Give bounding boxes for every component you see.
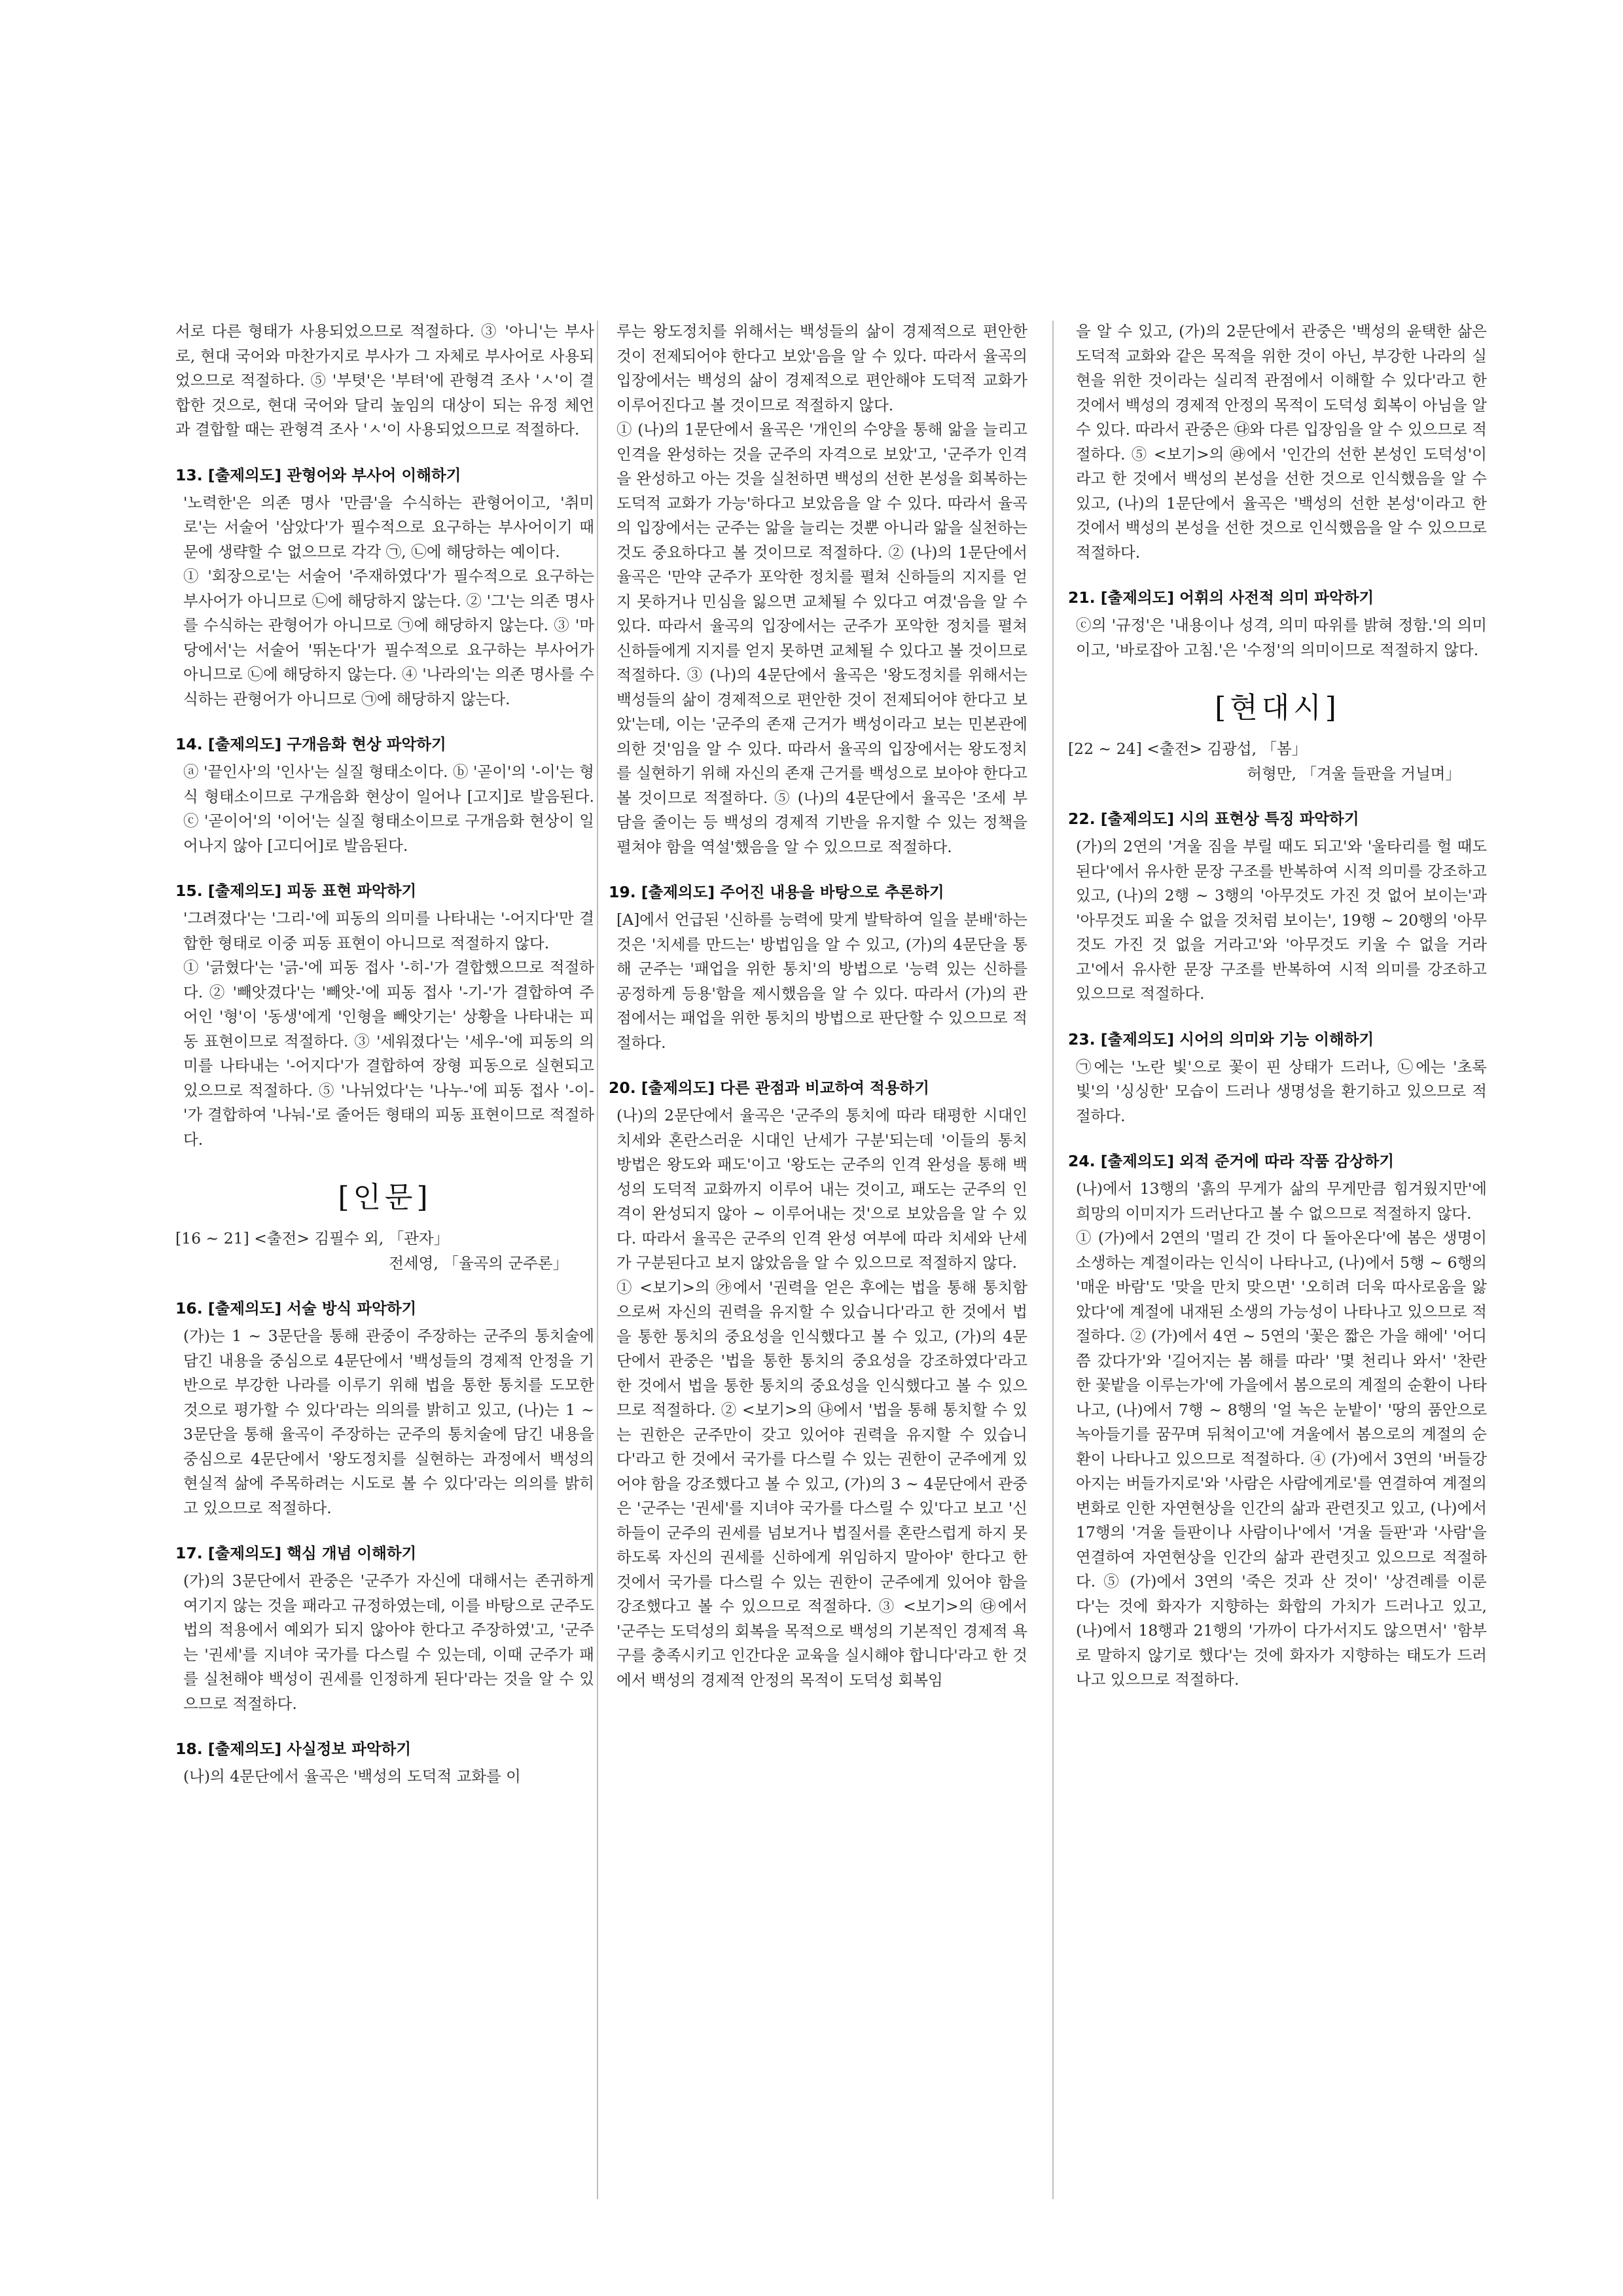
column-divider (597, 321, 598, 2199)
answer-19 (609, 908, 1027, 1055)
paragraph: (나)에서 13행의 '흙의 무게가 삶의 무게만큼 힘겨웠지만'에 희망의 이미지가 드러난다고 볼 수 없으므로 적절하지 않다. (1076, 1179, 1487, 1223)
column-divider (1052, 321, 1054, 2199)
paragraph: ① (가)에서 2연의 '멀리 간 것이 다 돌아온다'에 봄은 생명이 소생하는 계절이라는 인식이 나타나고, (나)에서 5행 ~ 6행의 '매운 바람'도 '맞을 만치 맞으면' '오히려 더욱 따사로움을 앓았다'에 계절에 내재된 소생의 가능성이 나타나고 있으므로 적절하다. ② (가)에서 4연 ~ 5연의 '꽃은 짧은 가을 해에' '어디쯤 갔다가'와 '길어지는 봄 해를 따라' '몇 천리나 와서' '찬란한 꽃밭을 이루는가'에 가을에서 봄으로의 계절의 순환이 나타나고, (나)에서 7행 ~ 8행의 '얼 녹은 눈밭이' '땅의 품안으로 녹아들기를 꿈꾸며 뒤척이고'에 겨울에서 봄으로의 계절의 순환이 나타나고 있으므로 적절하다. ④ (가)에서 3연의 '버들강아지는 버들가지로'와 '사람은 사람에게로'를 연결하여 계절의 변화로 인한 자연현상을 인간의 삶과 관련짓고 있고, (나)에서 17행의 '겨울 들판이나 사람이나'에서 '겨울 들판'과 '사람'을 연결하여 자연현상을 인간의 삶과 관련짓고 있으므로 적절하다. ⑤ (가)에서 3연의 '죽은 것과 산 것이' '상견례를 이룬다'는 것에 화자가 지향하는 화합의 가치가 드러나고 있고, (나)에서 18행과 21행의 '가까이 다가서지도 않으면서' '함부로 말하지 않기로 했다'는 것에 화자가 지향하는 태도가 드러나고 있으므로 적절하다. (1076, 1229, 1487, 1689)
question-heading-24: 24. [출제의도] 외적 준거에 따라 작품 감상하기 (1068, 1152, 1395, 1170)
paragraph: (가)의 3문단에서 관중은 '군주가 자신에 대해서는 존귀하게 여기지 않는 것을 패라고 규정하였는데, 이를 바탕으로 군주도 법의 적용에서 예외가 되지 않아야 한다고 주장하였'고, '군주는 '권세'를 지녀야 국가를 다스릴 수 있는데, 이때 군주가 패를 실천해야 백성이 권세를 인정하게 된다'라는 것을 알 수 있으므로 적절하다. (183, 1571, 594, 1713)
answer-23 (1068, 1055, 1487, 1129)
paragraph: (가)의 2연의 '겨울 짐을 부릴 때도 되고'와 '울타리를 헐 때도 된다'에서 유사한 문장 구조를 반복하여 시적 의미를 강조하고 있고, (나)의 2행 ~ 3행의 '아무것도 가진 것 없어 보이는'과 '아무것도 피울 수 없을 것처럼 보이는', 19행 ~ 20행의 '아무것도 가진 것 없을 거라고'와 '아무것도 키울 수 없을 거라고'에서 유사한 문장 구조를 반복하여 시적 의미를 강조하고 있으므로 적절하다. (1076, 837, 1487, 1003)
paragraph: 서로 다른 형태가 사용되었으므로 적절하다. ③ '아니'는 부사로, 현대 국어와 마찬가지로 부사가 그 자체로 부사어로 사용되었으므로 적절하다. ⑤ '부텻'은 '부텨'에 관형격 조사 'ㅅ'이 결합한 것으로, 현대 국어와 달리 높임의 대상이 되는 유정 체언과 결합할 때는 관형격 조사 'ㅅ'이 사용되었으므로 적절하다. (175, 322, 594, 439)
paragraph: (나)의 4문단에서 율곡은 '백성의 도덕적 교화를 이 (183, 1767, 521, 1785)
answer-20-continuation (1068, 319, 1487, 565)
column-middle (609, 319, 1027, 1693)
paragraph: [A]에서 언급된 '신하를 능력에 맞게 발탁하여 일을 분배'하는 것은 '치세를 만드는' 방법임을 알 수 있고, (가)의 4문단을 통해 군주는 '패업을 위한 통치'의 방법으로 '능력 있는 신하를 공정하게 등용'함을 제시했음을 알 수 있다. 따라서 (가)의 관점에서는 패업을 위한 통치의 방법으로 판단할 수 있으므로 적절하다. (616, 910, 1027, 1052)
question-heading-23: 23. [출제의도] 시어의 의미와 기능 이해하기 (1068, 1030, 1374, 1049)
question-heading-13: 13. [출제의도] 관형어와 부사어 이해하기 (175, 465, 461, 484)
paragraph: ㉠에는 '노란 빛'으로 꽃이 핀 상태가 드러나, ㉡에는 '초록빛'의 '싱싱한' 모습이 드러나 생명성을 환기하고 있으므로 적절하다. (1076, 1057, 1487, 1125)
question-heading-22: 22. [출제의도] 시의 표현상 특징 파악하기 (1068, 810, 1359, 828)
paragraph: (나)의 2문단에서 율곡은 '군주의 통치에 따라 태평한 시대인 치세와 혼란스러운 시대인 난세가 구분'되는데 '이들의 통치 방법은 왕도와 패도'이고 '왕도는 군주의 인격 완성을 통해 백성의 도덕적 교화까지 이루어 내는 것이고, 패도는 군주의 인격이 완성되지 않아 ~ 이루어내는 것'으로 보았음을 알 수 있다. 따라서 율곡은 군주의 인격 완성 여부에 따라 치세와 난세가 구분된다고 보지 않았음을 알 수 있으므로 적절하지 않다. (616, 1106, 1027, 1272)
answer-continuation (175, 319, 594, 442)
answer-16 (175, 1324, 594, 1520)
answer-14 (175, 760, 594, 858)
question-heading-20: 20. [출제의도] 다른 관점과 비교하여 적용하기 (609, 1079, 929, 1097)
paragraph: ① <보기>의 ㉮에서 '권력을 얻은 후에는 법을 통해 통치함으로써 자신의 권력을 유지할 수 있습니다'라고 한 것에서 법을 통한 통치의 중요성을 인식했다고 볼 수 있고, (가)의 4문단에서 관중은 '법을 통한 통치의 중요성을 강조하였다'라고 한 것에서 법을 통한 통치의 중요성을 인식했다고 볼 수 있으므로 적절하다. ② <보기>의 ㉯에서 '법을 통해 통치할 수 있는 권한은 군주만이 갖고 있어야 권력을 유지할 수 있습니다'라고 한 것에서 국가를 다스릴 수 있는 권한이 군주에게 있어야 함을 강조했다고 볼 수 있고, (가)의 3 ~ 4문단에서 관중은 '군주는 '권세'를 지녀야 국가를 다스릴 수 있'다고 보고 '신하들이 군주의 권세를 넘보거나 법질서를 혼란스럽게 하지 못하도록 자신의 권세를 신하에게 위임하지 말아야' 한다고 한 것에서 국가를 다스릴 수 있는 권한이 군주에게 있어야 함을 강조했다고 볼 수 있으므로 적절하다. ③ <보기>의 ㉰에서 '군주는 도덕성의 회복을 목적으로 백성의 기본적인 경제적 욕구를 충족시키고 인간다운 교육을 실시해야 합니다'라고 한 것에서 백성의 경제적 안정의 목적이 도덕성 회복임 (616, 1278, 1027, 1689)
section-title-humanities: [인문] (338, 1181, 432, 1214)
question-heading-16: 16. [출제의도] 서술 방식 파악하기 (175, 1299, 417, 1318)
source-line: [22 ~ 24] <출전> 김광섭, 「봄」 (1068, 740, 1308, 758)
paragraph: ① '긁혔다'는 '긁-'에 피동 접사 '-히-'가 결합했으므로 적절하다. ② '빼앗겼다'는 '빼앗-'에 피동 접사 '-기-'가 결합하여 주어인 '형'이 '동생'에게 '인형을 빼앗기는' 상황을 나타내는 피동 표현이므로 적절하다. ③ '세워졌다'는 '세우-'에 피동의 의미를 나타내는 '-어지다'가 결합하여 장형 피동으로 실현되고 있으므로 적절하다. ⑤ '나뉘었다'는 '나누-'에 피동 접사 '-이-'가 결합하여 '나눠-'로 줄어든 형태의 피동 표현이므로 적절하다. (183, 958, 594, 1149)
section-title-modern-poetry: [현대시] (1215, 691, 1340, 725)
paragraph: (가)는 1 ~ 3문단을 통해 관중이 주장하는 군주의 통치술에 담긴 내용을 중심으로 4문단에서 '백성들의 경제적 안정을 기반으로 부강한 나라를 이루기 위해 법을 통한 통치를 도모한 것으로 평가할 수 있다'라는 의의를 밝히고 있고, (나)는 1 ~ 3문단을 통해 율곡이 주장하는 군주의 통치술에 담긴 내용을 중심으로 4문단에서 '왕도정치를 실현하는 과정에서 백성의 현실적 삶에 주목하려는 시도로 볼 수 있다'라는 의의를 밝히고 있으므로 적절하다. (183, 1327, 594, 1517)
answer-18-continuation (609, 319, 1027, 859)
answer-15 (175, 906, 594, 1152)
question-heading-18: 18. [출제의도] 사실정보 파악하기 (175, 1740, 412, 1758)
paragraph: ① '회장으로'는 서술어 '주재하였다'가 필수적으로 요구하는 부사어가 아니므로 ㉡에 해당하지 않는다. ② '그'는 의존 명사를 수식하는 관형어가 아니므로 ㉠에 해당하지 않는다. ③ '마당에서'는 서술어 '뛰논다'가 필수적으로 요구하는 부사어가 아니므로 ㉡에 해당하지 않는다. ④ '나라의'는 의존 명사를 수식하는 관형어가 아니므로 ㉠에 해당하지 않는다. (183, 567, 594, 708)
answer-13 (175, 491, 594, 712)
answer-24 (1068, 1177, 1487, 1693)
source-line: 허형만, 「겨울 들판을 거닐며」 (1247, 764, 1461, 783)
column-right (1068, 319, 1487, 1693)
paragraph: 을 알 수 있고, (가)의 2문단에서 관중은 '백성의 윤택한 삶은 도덕적 교화와 같은 목적을 위한 것이 아닌, 부강한 나라의 실현을 위한 것이라는 실리적 관점에서 이해할 수 있다'라고 한 것에서 백성의 경제적 안정의 목적이 도덕성 회복이 아님을 알 수 있다. 따라서 관중은 ㉰와 다른 입장임을 알 수 있으므로 적절하다. ⑤ <보기>의 ㉱에서 '인간의 선한 본성인 도덕성'이라고 한 것에서 백성의 본성을 선한 것으로 인식했음을 알 수 있고, (나)의 1문단에서 율곡은 '백성의 선한 본성'이라고 한 것에서 백성의 본성을 선한 것으로 인식했음을 알 수 있으므로 적절하다. (1076, 322, 1487, 562)
answer-17 (175, 1569, 594, 1716)
paragraph: 루는 왕도정치를 위해서는 백성들의 삶이 경제적으로 편안한 것이 전제되어야 한다고 보았'음을 알 수 있다. 따라서 율곡의 입장에서는 백성의 삶이 경제적으로 편안해야 도덕적 교화가 이루어진다고 볼 것이므로 적절하지 않다. (616, 322, 1027, 414)
question-heading-21: 21. [출제의도] 어휘의 사전적 의미 파악하기 (1068, 588, 1374, 607)
column-left (175, 319, 594, 1789)
question-heading-14: 14. [출제의도] 구개음화 현상 파악하기 (175, 735, 446, 753)
paragraph: ⓐ '끝인사'의 '인사'는 실질 형태소이다. ⓑ '곧이'의 '-이'는 형식 형태소이므로 구개음화 현상이 일어나 [고지]로 발음된다. ⓒ '곧이어'의 '이어'는 실질 형태소이므로 구개음화 현상이 일어나지 않아 [고디어]로 발음된다. (183, 762, 594, 855)
source-line: [16 ~ 21] <출전> 김필수 외, 「관자」 (175, 1229, 450, 1247)
paragraph: '노력한'은 의존 명사 '만큼'을 수식하는 관형어이고, '취미로'는 서술어 '삼았다'가 필수적으로 요구하는 부사어이기 때문에 생략할 수 없으므로 각각 ㉠, ㉡에 해당하는 예이다. (183, 493, 594, 561)
question-heading-19: 19. [출제의도] 주어진 내용을 바탕으로 추론하기 (609, 883, 944, 901)
paragraph: ⓒ의 '규정'은 '내용이나 성격, 의미 따위를 밝혀 정함.'의 의미이고, '바로잡아 고침.'은 '수정'의 의미이므로 적절하지 않다. (1076, 616, 1487, 659)
paragraph: '그려졌다'는 '그리-'에 피동의 의미를 나타내는 '-어지다'만 결합한 형태로 이중 피동 표현이 아니므로 적절하지 않다. (183, 909, 594, 952)
answer-21 (1068, 613, 1487, 662)
source-line: 전세영, 「율곡의 군주론」 (389, 1253, 568, 1272)
question-heading-15: 15. [출제의도] 피동 표현 파악하기 (175, 882, 417, 900)
answer-20 (609, 1103, 1027, 1693)
paragraph: ① (나)의 1문단에서 율곡은 '개인의 수양을 통해 앎을 늘리고 인격을 완성하는 것을 군주의 자격으로 보았'고, '군주가 인격을 완성하고 아는 것을 실천하면 백성의 선한 본성을 회복하는 도덕적 교화가 가능'하다고 보았음을 알 수 있다. 따라서 율곡의 입장에서는 군주는 앎을 늘리는 것뿐 아니라 앎을 실천하는 것도 중요하다고 볼 것이므로 적절하다. ② (나)의 1문단에서 율곡은 '만약 군주가 포악한 정치를 펼쳐 신하들의 지지를 얻지 못하거나 민심을 잃으면 교체될 수 있다고 여겼'음을 알 수 있다. 따라서 율곡의 입장에서는 군주가 포악한 정치를 펼쳐 신하들에게 지지를 얻지 못하면 교체될 수 있다고 볼 것이므로 적절하다. ③ (나)의 4문단에서 율곡은 '왕도정치를 위해서는 백성들의 삶이 경제적으로 편안한 것이 전제되어야 한다고 보았'는데, 이는 '군주의 존재 근거가 백성이라고 보는 민본관에 의한 것'임을 알 수 있다. 따라서 율곡의 입장에서는 왕도정치를 실현하기 위해 자신의 존재 근거를 백성으로 보아야 한다고 볼 것이므로 적절하다. ⑤ (나)의 4문단에서 율곡은 '조세 부담을 줄이는 등 백성의 경제적 기반을 유지할 수 있는 정책을 펼쳐야 함을 역설'했음을 알 수 있으므로 적절하다. (616, 420, 1027, 856)
answer-18 (175, 1765, 594, 1789)
answer-22 (1068, 834, 1487, 1007)
question-heading-17: 17. [출제의도] 핵심 개념 이해하기 (175, 1544, 417, 1562)
